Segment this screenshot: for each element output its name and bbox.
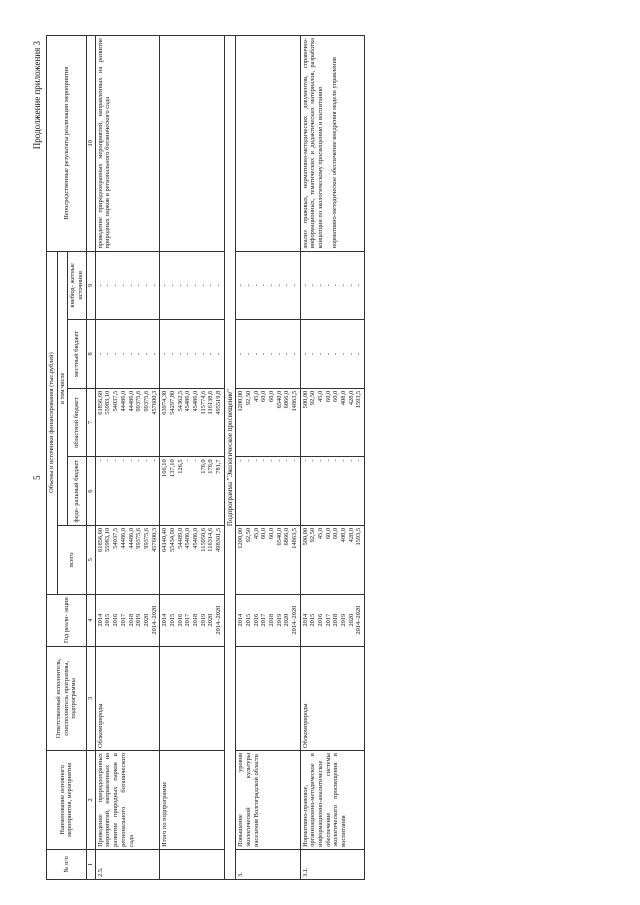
regional-cell (300, 388, 365, 457)
regional-value: 61856,60 (96, 390, 104, 415)
regional-value: 54037,5 (112, 390, 120, 412)
year-value: 2016 (317, 613, 325, 627)
local-value: - (112, 352, 120, 356)
year-value: 2016 (252, 613, 260, 627)
extrabudget-value: - (332, 284, 340, 287)
extrabudget-value: - (119, 284, 127, 287)
header-local: местный бюджет (68, 320, 86, 389)
extrabudget-value: - (215, 284, 223, 287)
column-number: 9 (86, 251, 95, 320)
extrabudget-value: - (267, 284, 275, 287)
local-value: - (184, 352, 192, 356)
regional-value: 45486,0 (192, 390, 199, 412)
total-value: 92,50 (309, 527, 317, 543)
federal-cell (236, 457, 301, 526)
total-value: 60,0 (267, 527, 275, 540)
local-cell (160, 320, 225, 389)
rotated-content (30, 35, 610, 880)
regional-value: 116138,6 (207, 390, 215, 415)
year-value: 2014–2020 (290, 605, 298, 635)
table-row (236, 36, 301, 880)
federal-value: - (347, 459, 355, 462)
regional-value: 60,0 (267, 390, 275, 402)
table-row (224, 36, 235, 880)
extrabudget-value: - (290, 284, 298, 287)
regional-value: 44486,0 (127, 390, 135, 412)
total-value: 64140,40 (161, 527, 169, 552)
regional-value: 1593,5 (355, 390, 363, 409)
total-value: 1200,00 (237, 527, 245, 549)
page-number: 5 (32, 475, 42, 480)
federal-value: 176,0 (199, 459, 207, 474)
extrabudget-value: - (142, 284, 150, 287)
year-value: 2020 (283, 613, 291, 627)
extrabudget-value: - (192, 284, 199, 287)
year-value: 2017 (260, 613, 268, 627)
federal-value: - (260, 459, 268, 462)
year-value: 2016 (112, 613, 120, 627)
header-funding: Объемы и источники финансирования (тыс.рублей) (47, 251, 58, 594)
year-value: 2018 (332, 613, 340, 627)
local-value: - (168, 352, 176, 356)
extrabudget-value: - (237, 284, 245, 287)
federal-value: 166,10 (161, 459, 169, 477)
year-value: 2015 (309, 613, 317, 627)
regional-cell (236, 388, 301, 457)
local-value: - (176, 352, 184, 356)
local-value: - (119, 352, 127, 356)
federal-value: 176,0 (207, 459, 215, 474)
local-value: - (267, 352, 275, 356)
subprogram-title: Подпрограмма "Экологическое просвещение" (224, 36, 235, 880)
result-cell (236, 36, 301, 252)
federal-value: - (96, 459, 104, 462)
federal-value: - (184, 459, 192, 462)
total-cell (300, 525, 365, 594)
total-value: 44486,0 (127, 527, 135, 549)
header-extrabudget: внебюд- жетные источники (68, 251, 86, 320)
extrabudget-value: - (340, 284, 348, 287)
federal-value: - (301, 459, 309, 462)
header-results: Непосредственные результаты реализации мероприятия (47, 36, 87, 252)
year-value: 2014–2020 (150, 605, 158, 635)
year-value: 2020 (142, 613, 150, 627)
total-value: 6866,0 (283, 527, 291, 546)
federal-value: - (127, 459, 135, 462)
local-value: - (104, 352, 112, 356)
federal-value: - (237, 459, 245, 462)
year-value: 2017 (324, 613, 332, 627)
local-value: - (237, 352, 245, 356)
activity-name: Повышение уровня экологической культуры населения Волгоградской области (236, 751, 301, 850)
year-value: 2018 (127, 613, 135, 627)
extrabudget-value: - (275, 284, 283, 287)
result-text: проведение природоохранных мероприятий, направленных на развитие природных парков и регионального ботанического сада (96, 38, 112, 249)
local-cell (236, 320, 301, 389)
local-cell (95, 320, 160, 389)
local-value: - (244, 352, 252, 356)
local-value: - (317, 352, 325, 356)
regional-value: 92,50 (309, 390, 317, 406)
extrabudget-value: - (135, 284, 143, 287)
header-name: Наименование основного мероприятия, мероприятия (47, 751, 87, 850)
year-value: 2019 (199, 613, 207, 627)
federal-cell (300, 457, 365, 526)
extrabudget-value: - (301, 284, 309, 287)
executor-cell: Облкомприроды (300, 646, 365, 750)
table-body (95, 36, 364, 880)
federal-value: 137,10 (168, 459, 176, 477)
row-number: 2.5. (95, 849, 160, 879)
extrabudget-cell (236, 251, 301, 320)
extrabudget-cell (95, 251, 160, 320)
total-value: 55434,90 (168, 527, 176, 552)
total-value: 45,0 (252, 527, 260, 540)
regional-value: 54362,5 (176, 390, 184, 412)
result-cell (160, 36, 225, 252)
extrabudget-value: - (184, 284, 192, 287)
local-value: - (301, 352, 309, 356)
year-value: 2015 (244, 613, 252, 627)
regional-value: 60,0 (332, 390, 340, 402)
federal-value: - (135, 459, 143, 462)
local-value: - (252, 352, 260, 356)
total-value: 99375,6 (142, 527, 150, 549)
total-value: 45,0 (317, 527, 325, 540)
regional-value: 14863,5 (290, 390, 298, 412)
federal-value: - (119, 459, 127, 462)
total-value: 45486,0 (192, 527, 199, 549)
extrabudget-value: - (112, 284, 120, 287)
total-value: 6540,0 (275, 527, 283, 546)
regional-value: 408,0 (340, 390, 348, 406)
regional-value: 6540,0 (275, 390, 283, 409)
result-cell (95, 36, 160, 252)
year-cell (236, 594, 301, 646)
table-row (160, 36, 225, 880)
table-row (95, 36, 160, 880)
extrabudget-cell (300, 251, 365, 320)
extrabudget-value: - (244, 284, 252, 287)
year-value: 2014 (237, 613, 245, 627)
result-text: нормативно-методическое обеспечение внедрения модели управления (330, 57, 338, 249)
local-value: - (135, 352, 143, 356)
local-value: - (332, 352, 340, 356)
year-value: 2014 (301, 613, 309, 627)
year-value: 2014 (161, 613, 169, 627)
extrabudget-value: - (324, 284, 332, 287)
local-value: - (192, 352, 199, 356)
federal-value: - (324, 459, 332, 462)
header-no: № п/п (47, 849, 87, 879)
total-value: 457600,3 (150, 527, 158, 552)
local-value: - (150, 352, 158, 356)
federal-value: - (290, 459, 298, 462)
column-number: 3 (86, 646, 95, 750)
total-cell (95, 525, 160, 594)
extrabudget-value: - (252, 284, 260, 287)
local-value: - (347, 352, 355, 356)
year-cell (95, 594, 160, 646)
local-value: - (324, 352, 332, 356)
column-number: 4 (86, 594, 95, 646)
extrabudget-value: - (161, 284, 169, 287)
local-value: - (142, 352, 150, 356)
federal-value: - (309, 459, 317, 462)
federal-value: 781,7 (215, 459, 223, 474)
regional-value: 45,0 (252, 390, 260, 402)
regional-value: 54297,80 (168, 390, 176, 415)
funding-table (46, 35, 365, 880)
year-cell (160, 594, 225, 646)
year-value: 2014–2020 (355, 605, 363, 635)
federal-value: - (150, 459, 158, 462)
federal-cell (160, 457, 225, 526)
local-value: - (355, 352, 363, 356)
regional-value: 495519,8 (215, 390, 223, 415)
extrabudget-value: - (347, 284, 355, 287)
header-federal: феде- ральный бюджет (68, 457, 86, 526)
local-value: - (199, 352, 207, 356)
extrabudget-value: - (355, 284, 363, 287)
year-value: 2016 (176, 613, 184, 627)
local-value: - (283, 352, 291, 356)
year-value: 2017 (184, 613, 192, 627)
header-regional: областной бюджет (68, 388, 86, 457)
result-cell (300, 36, 365, 252)
row-number (160, 849, 225, 879)
extrabudget-value: - (207, 284, 215, 287)
regional-value: 55983,10 (104, 390, 112, 415)
header-year: Год реали- зации (47, 594, 87, 646)
regional-value: 45486,0 (184, 390, 192, 412)
total-value: 44486,0 (119, 527, 127, 549)
extrabudget-cell (160, 251, 225, 320)
federal-value: - (355, 459, 363, 462)
total-value: 60,0 (324, 527, 332, 540)
year-value: 2020 (347, 613, 355, 627)
column-number: 2 (86, 751, 95, 850)
total-value: 428,0 (347, 527, 355, 543)
regional-value: 92,50 (244, 390, 252, 406)
activity-name: Нормативно-правовое, организационно-методическое и информационно-аналитическое обеспечение системы экологического просвещения и воспитания (300, 751, 365, 850)
local-cell (300, 320, 365, 389)
column-number: 1 (86, 849, 95, 879)
row-number: 3. (236, 849, 301, 879)
regional-cell (95, 388, 160, 457)
column-number: 8 (86, 320, 95, 389)
executor-cell (160, 646, 225, 750)
total-cell (160, 525, 225, 594)
local-value: - (340, 352, 348, 356)
federal-value: - (340, 459, 348, 462)
extrabudget-value: - (283, 284, 291, 287)
regional-value: 60,0 (260, 390, 268, 402)
local-value: - (215, 352, 223, 356)
regional-value: 45,0 (317, 390, 325, 402)
regional-value: 44486,0 (119, 390, 127, 412)
extrabudget-value: - (104, 284, 112, 287)
column-number: 6 (86, 457, 95, 526)
extrabudget-value: - (96, 284, 104, 287)
year-value: 2015 (168, 613, 176, 627)
year-value: 2015 (104, 613, 112, 627)
total-value: 99375,6 (135, 527, 143, 549)
total-value: 55983,10 (104, 527, 112, 552)
total-value: 498301,5 (215, 527, 223, 552)
executor-cell (236, 646, 301, 750)
total-value: 60,0 (260, 527, 268, 540)
activity-name: Итого по подпрограмме (160, 751, 225, 850)
year-value: 2018 (267, 613, 275, 627)
federal-value: 126,5 (176, 459, 184, 474)
federal-value: - (142, 459, 150, 462)
result-text: анализ правовых, нормативно-методических документов, справочно-информационных, тематических и дидактических материалов, разработка концепции по экологическому просвещению и воспитанию (301, 38, 325, 249)
extrabudget-value: - (260, 284, 268, 287)
total-value: 54037,5 (112, 527, 120, 549)
extrabudget-value: - (150, 284, 158, 287)
column-number: 10 (86, 36, 95, 252)
extrabudget-value: - (199, 284, 207, 287)
total-value: 54489,0 (176, 527, 184, 549)
federal-value: - (317, 459, 325, 462)
year-value: 2017 (119, 613, 127, 627)
header-executor: Ответственный исполнитель, соисполнитель программы, подпрограммы (47, 646, 87, 750)
total-value: 61856,60 (96, 527, 104, 552)
federal-value: - (283, 459, 291, 462)
regional-value: 60,0 (324, 390, 332, 402)
year-value: 2019 (135, 613, 143, 627)
local-value: - (290, 352, 298, 356)
regional-value: 6866,0 (283, 390, 291, 409)
year-value: 2018 (192, 613, 199, 627)
regional-value: 457600,3 (150, 390, 158, 415)
regional-value: 1200,00 (237, 390, 245, 412)
federal-value: - (275, 459, 283, 462)
federal-value: - (252, 459, 260, 462)
extrabudget-value: - (176, 284, 184, 287)
year-value: 2014 (96, 613, 104, 627)
extrabudget-value: - (127, 284, 135, 287)
executor-cell: Облкомприроды (95, 646, 160, 750)
year-value: 2019 (275, 613, 283, 627)
header-including: в том числе (57, 251, 68, 525)
federal-cell (95, 457, 160, 526)
federal-value: - (112, 459, 120, 462)
total-value: 45486,0 (184, 527, 192, 549)
federal-value: - (267, 459, 275, 462)
year-value: 2019 (340, 613, 348, 627)
regional-value: 63974,30 (161, 390, 169, 415)
column-number: 7 (86, 388, 95, 457)
local-value: - (207, 352, 215, 356)
regional-cell (160, 388, 225, 457)
regional-value: 99375,6 (142, 390, 150, 412)
regional-value: 115774,6 (199, 390, 207, 415)
continuation-header: Продолжение приложения 3 (32, 41, 42, 150)
total-value: 14863,5 (290, 527, 298, 549)
extrabudget-value: - (168, 284, 176, 287)
total-value: 92,50 (244, 527, 252, 543)
local-value: - (127, 352, 135, 356)
local-value: - (260, 352, 268, 356)
federal-value: - (192, 459, 199, 462)
extrabudget-value: - (317, 284, 325, 287)
activity-name: Проведение природоохранных мероприятий, направленных на развитие природных парков и регионального ботанического сада (95, 751, 160, 850)
table-row (300, 36, 365, 880)
year-value: 2014–2020 (215, 605, 223, 635)
header-total: всего (57, 525, 86, 594)
total-value: 408,0 (340, 527, 348, 543)
local-value: - (161, 352, 169, 356)
total-value: 115950,6 (199, 527, 207, 552)
column-number: 5 (86, 525, 95, 594)
total-cell (236, 525, 301, 594)
federal-value: - (332, 459, 340, 462)
total-value: 116314,6 (207, 527, 215, 552)
total-value: 60,0 (332, 527, 340, 540)
regional-value: 500,00 (301, 390, 309, 409)
total-value: 500,00 (301, 527, 309, 546)
row-number: 3.1. (300, 849, 365, 879)
total-value: 1593,5 (355, 527, 363, 546)
regional-value: 99375,6 (135, 390, 143, 412)
local-value: - (96, 352, 104, 356)
local-value: - (275, 352, 283, 356)
year-value: 2020 (207, 613, 215, 627)
federal-value: - (104, 459, 112, 462)
extrabudget-value: - (309, 284, 317, 287)
regional-value: 428,0 (347, 390, 355, 406)
local-value: - (309, 352, 317, 356)
federal-value: - (244, 459, 252, 462)
year-cell (300, 594, 365, 646)
